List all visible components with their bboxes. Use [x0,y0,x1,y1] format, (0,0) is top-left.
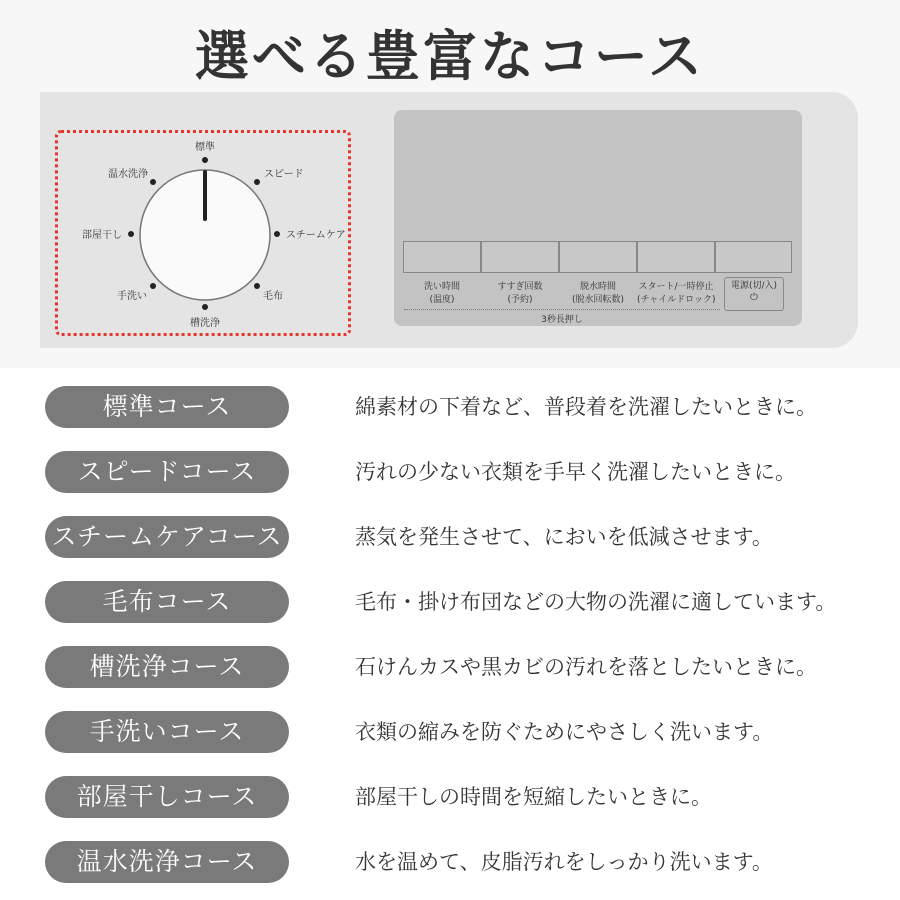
rinse-count-label-line2: (予約) [507,295,533,305]
start-pause-label-line1: スタート/一時停止 [638,282,714,292]
course-pill-blanket: 毛布コース [45,581,289,623]
dial-label-steam-care: スチームケア [286,230,346,241]
long-press-divider [404,309,720,310]
start-pause-button[interactable] [637,241,715,273]
course-desc-blanket: 毛布・掛け布団などの大物の洗濯に適しています。 [355,590,837,614]
wash-time-label-line1: 洗い時間 [423,282,460,292]
course-pill-steam-care: スチームケアコース [45,516,289,558]
dial-label-standard: 標準 [195,142,215,153]
course-desc-indoor-dry: 部屋干しの時間を短縮したいときに。 [355,785,712,809]
dial-label-blanket: 毛布 [263,291,283,302]
course-pill-speed: スピードコース [45,451,289,493]
dial-dot-left [128,231,134,237]
course-desc-steam-care: 蒸気を発生させて、においを低減させます。 [355,525,773,549]
power-icon: ⏻ [750,292,758,303]
course-pill-indoor-dry: 部屋干しコース [45,776,289,818]
wash-time-label-line2: (温度) [429,295,455,305]
wash-time-button[interactable] [403,241,481,273]
course-pill-standard: 標準コース [45,386,289,428]
course-desc-hand-wash: 衣類の縮みを防ぐためにやさしく洗います。 [355,720,774,744]
spin-time-label-line1: 脱水時間 [579,282,616,292]
dial-dot-bottom-right [254,283,260,289]
rinse-count-label [481,281,559,307]
dial-label-hand-wash: 手洗い [117,291,147,302]
dial-dot-right [274,231,280,237]
power-button-top[interactable] [715,241,792,273]
start-pause-label [637,281,715,307]
wash-time-label [403,281,481,307]
rinse-count-label-line1: すすぎ回数 [497,282,543,292]
dial-dot-bottom [202,304,208,310]
dial-label-speed: スピード [264,169,304,180]
course-pill-hand-wash: 手洗いコース [45,711,289,753]
spin-time-label-line2: (脱水回転数) [571,295,625,305]
power-label: 電源(切/入) [730,281,778,291]
dial-dot-top [202,157,208,163]
dial-dot-top-left [150,179,156,185]
start-pause-label-line2: (チャイルドロック) [637,295,716,305]
course-desc-speed: 汚れの少ない衣類を手早く洗濯したいときに。 [355,460,796,484]
dial-label-indoor-dry: 部屋干し [82,230,122,241]
dial-dot-bottom-left [150,283,156,289]
dial-label-tub-clean: 槽洗浄 [190,318,220,329]
dial-label-warm-wash: 温水洗浄 [108,169,148,180]
page-title: 選べる豊富なコース [194,25,706,88]
rinse-count-button[interactable] [481,241,559,273]
power-button[interactable] [724,277,784,311]
course-desc-warm-wash: 水を温めて、皮脂汚れをしっかり洗います。 [355,850,773,874]
course-pill-warm-wash: 温水洗浄コース [45,841,289,883]
long-press-note: 3秒長押し [541,315,583,325]
course-pill-tub-clean: 槽洗浄コース [45,646,289,688]
spin-time-label [559,281,637,307]
course-desc-standard: 綿素材の下着など、普段着を洗濯したいときに。 [355,395,817,419]
spin-time-button[interactable] [559,241,637,273]
dial-dot-top-right [254,179,260,185]
course-desc-tub-clean: 石けんカスや黒カビの汚れを落としたいときに。 [355,655,817,679]
